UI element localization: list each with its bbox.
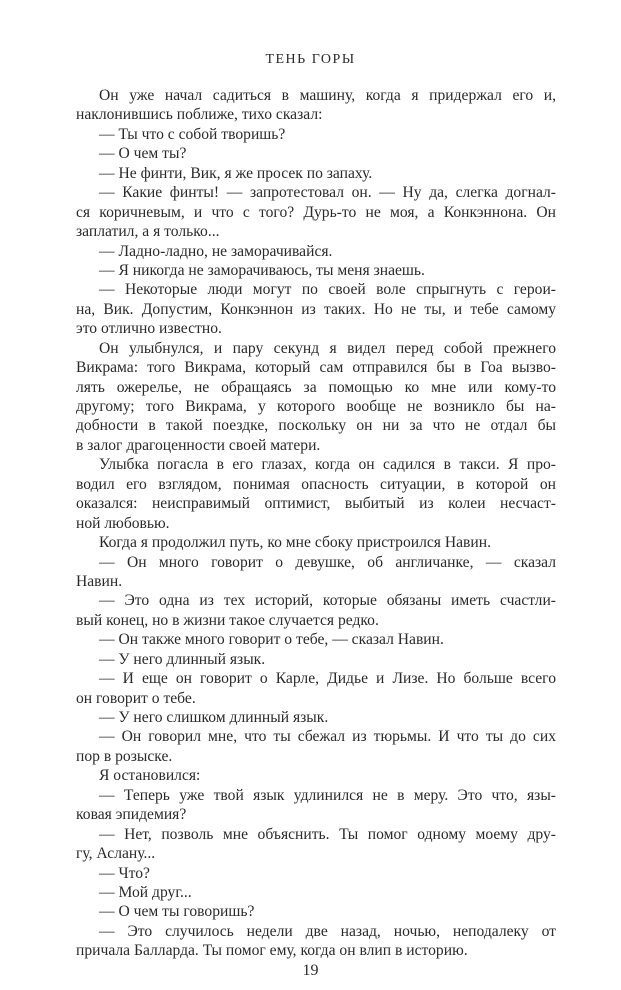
text-line: пор в розыске. <box>76 747 173 765</box>
text-line: ковая эпидемия? <box>76 806 187 824</box>
text-line: наклонившись поближе, тихо сказал: <box>76 106 323 124</box>
text-line: Улыбка погасла в его глазах, когда он садился в такси. Я про- <box>99 456 556 474</box>
text-line: — Я никогда не заморачиваюсь, ты меня знаешь. <box>99 261 425 279</box>
text-line: — Какие финты! — запротестовал он. — Ну да, слегка догнал- <box>99 184 556 202</box>
text-line: — Ладно-ладно, не заморачивайся. <box>99 242 333 260</box>
body-text <box>76 86 556 961</box>
text-line: — Это случилось недели две назад, ночью, неподалеку от <box>99 922 556 940</box>
text-line: — Теперь уже твой язык удлинился не в меру. Это что, язы- <box>99 786 556 804</box>
text-line: — У него длинный язык. <box>99 650 266 668</box>
text-line: оказался: неисправимый оптимист, выбитый из колеи несчаст- <box>76 495 556 513</box>
text-line: Навин. <box>76 572 123 590</box>
text-line: Викрама: того Викрама, который сам отправился бы в Гоа вызво- <box>76 359 556 377</box>
text-line: — Он говорил мне, что ты сбежал из тюрьмы. И что ты до сих <box>99 728 556 746</box>
text-line: — Некоторые люди могут по своей воле спрыгнуть с герои- <box>99 281 556 299</box>
text-line: ной любовью. <box>76 514 170 532</box>
text-line: — Он также много говорит о тебе, — сказал Навин. <box>99 631 444 649</box>
text-line: Я остановился: <box>99 767 201 785</box>
text-line: — Он много говорит о девушке, об англичанке, — сказал <box>99 553 556 571</box>
text-line: гу, Аслану... <box>76 845 156 863</box>
text-line: — О чем ты говоришь? <box>99 903 255 921</box>
text-line: вый конец, но в жизни такое случается редко. <box>76 611 379 629</box>
text-line: добности в такой поездке, поскольку он ни за что не отдал бы <box>76 417 556 435</box>
text-line: Он улыбнулся, и пару секунд я видел перед собой прежнего <box>99 339 556 357</box>
text-line: на, Вик. Допустим, Конкэннон из таких. Но не ты, и тебе самому <box>76 300 556 318</box>
text-line: водил его взглядом, понимая опасность ситуации, в которой он <box>76 475 556 493</box>
text-line: — И еще он говорит о Карле, Дидье и Лизе. Но больше всего <box>99 670 556 688</box>
text-line: — Что? <box>99 864 150 882</box>
text-line: это отлично известно. <box>76 320 222 338</box>
text-line: — Это одна из тех историй, которые обязаны иметь счастли- <box>99 592 556 610</box>
text-line: — Не финти, Вик, я же просек по запаху. <box>99 164 373 182</box>
text-line: — Мой друг... <box>99 883 192 901</box>
running-header: ТЕНЬ ГОРЫ <box>265 52 356 67</box>
page-number: 19 <box>302 962 319 979</box>
text-line: он говорит о тебе. <box>76 689 196 707</box>
text-line: — Ты что с собой творишь? <box>99 125 286 143</box>
text-line: Он уже начал садиться в машину, когда я придержал его и, <box>99 87 556 104</box>
text-line: в залог драгоценности своей матери. <box>76 436 321 454</box>
text-line: — У него слишком длинный язык. <box>99 709 329 726</box>
text-line: — Нет, позволь мне объяснить. Ты помог одному моему дру- <box>99 825 556 843</box>
text-line: лять ожерелье, не обращаясь за помощью ко мне или кому-то <box>76 378 556 396</box>
text-line: — О чем ты? <box>99 145 187 163</box>
text-line: заплатил, а я только... <box>76 223 220 241</box>
text-line: ся коричневым, и что с того? Дурь-то не моя, а Конкэннона. Он <box>76 203 556 221</box>
text-line: причала Балларда. Ты помог ему, когда он влип в историю. <box>76 942 468 960</box>
text-line: другому; того Викрама, у которого вообще не возникло бы на- <box>76 398 556 415</box>
text-line: Когда я продолжил путь, ко мне сбоку пристроился Навин. <box>99 534 491 552</box>
